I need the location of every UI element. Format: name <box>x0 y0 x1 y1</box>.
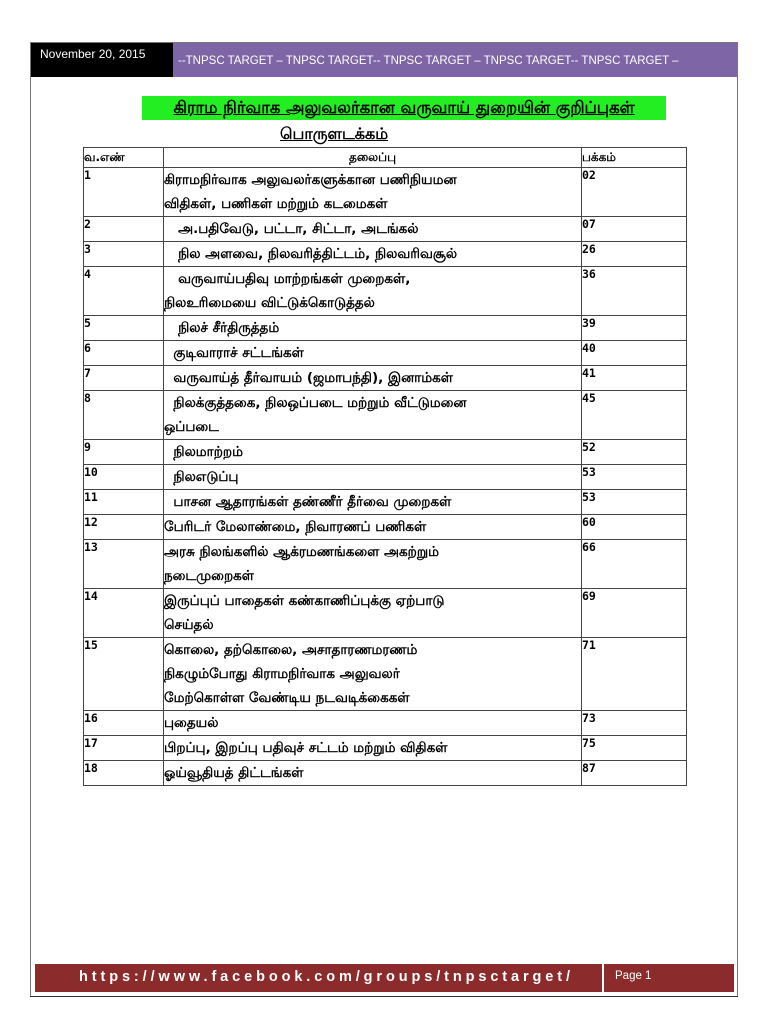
toc-header-row <box>84 148 687 168</box>
toc-title-line: நிகழும்போது கிராமநிர்வாக அலுவலர் <box>164 666 400 682</box>
footer-rule <box>30 996 738 997</box>
toc-row-title <box>164 761 582 786</box>
toc-row-page: 26 <box>582 242 687 267</box>
toc-title-line: பேரிடர் மேலாண்மை, நிவாரணப் பணிகள் <box>164 519 427 535</box>
toc-title-line: நிலச் சீர்திருத்தம் <box>164 320 280 336</box>
toc-row-page: 75 <box>582 736 687 761</box>
toc-row-title <box>164 168 582 217</box>
toc-title-line: பிறப்பு, இறப்பு பதிவுச் சட்டம் மற்றும் விதிகள் <box>164 740 448 756</box>
toc-title-line: ஓய்வூதியத் திட்டங்கள் <box>164 765 304 781</box>
toc-row-page: 60 <box>582 515 687 540</box>
toc-row-title <box>164 217 582 242</box>
toc-row <box>84 761 687 786</box>
toc-row-page: 07 <box>582 217 687 242</box>
toc-row-number: 16 <box>84 711 164 736</box>
toc-row-number: 17 <box>84 736 164 761</box>
toc-title-line: ஒப்படை <box>164 419 219 435</box>
toc-row <box>84 267 687 316</box>
toc-row-page: 45 <box>582 391 687 440</box>
toc-row <box>84 490 687 515</box>
toc-row-page: 66 <box>582 540 687 589</box>
toc-body <box>84 168 687 786</box>
toc-title-line: வருவாய்பதிவு மாற்றங்கள் முறைகள், <box>164 271 411 287</box>
toc-row <box>84 465 687 490</box>
toc-row-title <box>164 391 582 440</box>
toc-row-title <box>164 589 582 638</box>
toc-row <box>84 391 687 440</box>
toc-row-title <box>164 515 582 540</box>
toc-row <box>84 168 687 217</box>
toc-row <box>84 736 687 761</box>
toc-title-line: நிலமாற்றம் <box>164 444 243 460</box>
toc-row-number: 2 <box>84 217 164 242</box>
toc-row-number: 15 <box>84 638 164 711</box>
toc-title-line: நிலஎடுப்பு <box>164 469 239 485</box>
toc-row-page: 36 <box>582 267 687 316</box>
toc-row-title <box>164 316 582 341</box>
toc-row-number: 8 <box>84 391 164 440</box>
toc-row <box>84 316 687 341</box>
toc-title-line: இருப்புப் பாதைகள் கண்காணிப்புக்கு ஏற்பாடு <box>164 593 445 609</box>
toc-row-page: 69 <box>582 589 687 638</box>
toc-row-title <box>164 267 582 316</box>
toc-row-title <box>164 540 582 589</box>
toc-row-number: 9 <box>84 440 164 465</box>
footer-bar <box>35 964 734 992</box>
toc-title-line: செய்தல் <box>164 617 214 633</box>
toc-row-title <box>164 465 582 490</box>
toc-row-title <box>164 242 582 267</box>
toc-row-title <box>164 711 582 736</box>
footer-page-number: Page 1 <box>615 970 652 982</box>
toc-row-number: 4 <box>84 267 164 316</box>
toc-row-number: 1 <box>84 168 164 217</box>
toc-title-line: அ.பதிவேடு, பட்டா, சிட்டா, அடங்கல் <box>164 221 419 237</box>
toc-row-number: 5 <box>84 316 164 341</box>
toc-row <box>84 515 687 540</box>
toc-title-line: புதையல் <box>164 715 219 731</box>
toc-row-number: 12 <box>84 515 164 540</box>
toc-row-page: 87 <box>582 761 687 786</box>
toc-row-number: 18 <box>84 761 164 786</box>
toc-row <box>84 440 687 465</box>
document-title: கிராம நிர்வாக அலுவலர்கான வருவாய் துறையின் குறிப்புகள் <box>142 96 666 120</box>
toc-row-page: 71 <box>582 638 687 711</box>
toc-row-title <box>164 341 582 366</box>
toc-row-number: 3 <box>84 242 164 267</box>
toc-title-line: நில அளவை, நிலவரித்திட்டம், நிலவரிவசூல் <box>164 246 458 262</box>
toc-heading: பொருளடக்கம் <box>280 124 389 143</box>
toc-row-number: 7 <box>84 366 164 391</box>
footer-url[interactable]: https://www.facebook.com/groups/tnpsctarget/ <box>79 969 574 985</box>
toc-title-line: அரசு நிலங்களில் ஆக்ரமணங்களை அகற்றும் <box>164 544 439 560</box>
toc-row-number: 10 <box>84 465 164 490</box>
toc-row <box>84 638 687 711</box>
toc-title-line: விதிகள், பணிகள் மற்றும் கடமைகள் <box>164 196 388 212</box>
col-header-number: வ.எண் <box>84 148 164 168</box>
col-header-title: தலைப்பு <box>164 148 582 168</box>
toc-row <box>84 242 687 267</box>
toc-title-line: வருவாய்த் தீர்வாயம் (ஜமாபந்தி), இனாம்கள் <box>164 370 453 386</box>
toc-title-line: மேற்கொள்ள வேண்டிய நடவடிக்கைகள் <box>164 690 410 706</box>
col-header-page: பக்கம் <box>582 148 687 168</box>
toc-row-page: 40 <box>582 341 687 366</box>
toc-row-page: 02 <box>582 168 687 217</box>
footer-divider <box>602 964 604 992</box>
toc-row-number: 13 <box>84 540 164 589</box>
toc-row-number: 14 <box>84 589 164 638</box>
toc-row <box>84 366 687 391</box>
toc-row-page: 41 <box>582 366 687 391</box>
toc-row-title <box>164 736 582 761</box>
toc-row-page: 39 <box>582 316 687 341</box>
header-banner: --TNPSC TARGET – TNPSC TARGET-- TNPSC TARGET – TNPSC TARGET-- TNPSC TARGET – <box>173 43 737 77</box>
toc-row-page: 52 <box>582 440 687 465</box>
toc-row-title <box>164 490 582 515</box>
toc-title-line: கிராமநிர்வாக அலுவலர்களுக்கான பணிநியமன <box>164 172 457 188</box>
toc-row <box>84 711 687 736</box>
toc-row-number: 6 <box>84 341 164 366</box>
toc-title-line: நடைமுறைகள் <box>164 568 254 584</box>
toc-table <box>83 147 687 786</box>
toc-row <box>84 341 687 366</box>
toc-row <box>84 217 687 242</box>
toc-row <box>84 540 687 589</box>
toc-title-line: கொலை, தற்கொலை, அசாதாரணமரணம் <box>164 642 418 658</box>
toc-row-title <box>164 366 582 391</box>
toc-row <box>84 589 687 638</box>
toc-row-page: 53 <box>582 465 687 490</box>
toc-title-line: நிலஉரிமையை விட்டுக்கொடுத்தல் <box>164 295 375 311</box>
toc-row-page: 53 <box>582 490 687 515</box>
toc-row-page: 73 <box>582 711 687 736</box>
toc-row-title <box>164 440 582 465</box>
toc-title-line: குடிவாராச் சட்டங்கள் <box>164 345 304 361</box>
toc-title-line: பாசன ஆதாரங்கள் தண்ணீர் தீர்வை முறைகள் <box>164 494 452 510</box>
header-date: November 20, 2015 <box>31 43 173 77</box>
toc-row-number: 11 <box>84 490 164 515</box>
toc-title-line: நிலக்குத்தகை, நிலஒப்படை மற்றும் வீட்டுமனை <box>164 395 467 411</box>
toc-row-title <box>164 638 582 711</box>
